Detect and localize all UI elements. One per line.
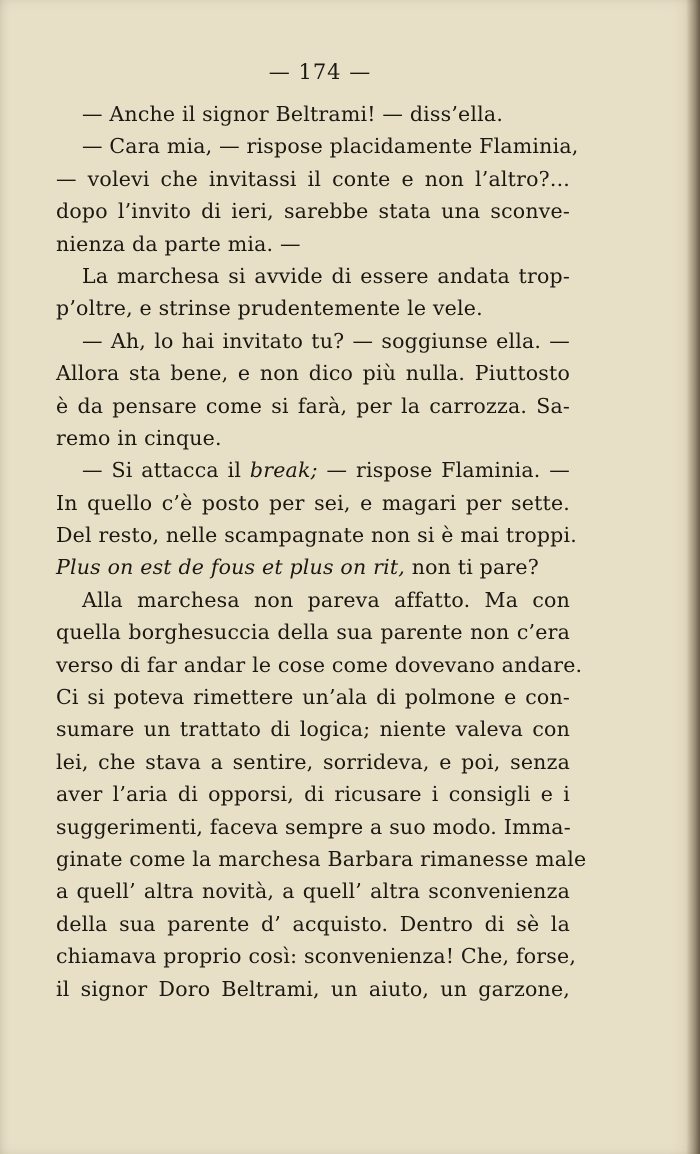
text-segment: — Cara mia, — rispose placidamente Flaminia,	[82, 134, 579, 159]
text-segment: remo in cinque.	[56, 425, 222, 450]
text-segment: — Si attacca il	[82, 458, 250, 483]
text-line	[56, 487, 570, 519]
text-segment: nienza da parte mia. —	[56, 231, 301, 256]
text-segment: a quell’ altra novità, a quell’ altra sconvenienza	[56, 879, 570, 904]
text-segment: Allora sta bene, e non dico più nulla. Piuttosto	[56, 361, 570, 386]
text-segment: aver l’aria di opporsi, di ricusare i consigli e i	[56, 782, 570, 807]
text-segment: della sua parente d’ acquisto. Dentro di sè la	[56, 911, 570, 936]
text-segment: non ti pare?	[404, 555, 539, 580]
text-segment: — volevi che invitassi il conte e non l’altro?...	[56, 166, 570, 191]
text-line	[56, 422, 570, 454]
text-line	[56, 98, 570, 130]
page-edge-shadow	[686, 0, 700, 1154]
text-segment: p’oltre, e strinse prudentemente le vele.	[56, 296, 483, 321]
page-number: — 174 —	[268, 60, 372, 84]
text-line	[56, 195, 570, 227]
text-line	[56, 519, 577, 551]
text-line	[56, 390, 570, 422]
text-segment: Alla marchesa non pareva affatto. Ma con	[82, 587, 570, 612]
text-segment: verso di far andar le cose come dovevano andare.	[56, 652, 583, 677]
text-line	[56, 649, 583, 681]
text-line	[56, 357, 570, 389]
italic-text-segment: break;	[249, 458, 318, 483]
text-line	[56, 616, 570, 648]
text-line	[56, 584, 570, 616]
text-segment: Ci si poteva rimettere un’ala di polmone e con-	[56, 685, 570, 710]
text-line	[56, 551, 570, 583]
text-segment: dopo l’invito di ieri, sarebbe stata una sconve-	[56, 199, 570, 224]
text-line	[56, 940, 577, 972]
text-segment: suggerimenti, faceva sempre a suo modo. Imma-	[56, 814, 571, 839]
text-line	[56, 325, 570, 357]
text-segment: lei, che stava a sentire, sorrideva, e poi, senza	[56, 749, 570, 774]
text-line	[56, 454, 570, 486]
text-segment: il signor Doro Beltrami, un aiuto, un garzone,	[56, 976, 570, 1001]
text-segment: La marchesa si avvide di essere andata trop-	[82, 263, 570, 288]
text-line	[56, 843, 587, 875]
text-line	[56, 778, 570, 810]
text-line	[56, 908, 570, 940]
text-line	[56, 973, 570, 1005]
text-line	[56, 811, 570, 843]
text-segment: Del resto, nelle scampagnate non si è mai troppi.	[56, 523, 577, 548]
text-line	[56, 130, 579, 162]
text-line	[56, 746, 570, 778]
text-segment: quella borghesuccia della sua parente non c’era	[56, 620, 570, 645]
page-text-block	[56, 98, 587, 1005]
text-line	[56, 228, 570, 260]
text-line	[56, 292, 570, 324]
text-segment: — Ah, lo hai invitato tu? — soggiunse ella. —	[82, 328, 570, 353]
text-segment: chiamava proprio così: sconvenienza! Che, forse,	[56, 944, 577, 969]
text-line	[56, 875, 570, 907]
text-segment: ginate come la marchesa Barbara rimanesse male	[56, 846, 587, 871]
text-line	[56, 681, 570, 713]
text-line	[56, 260, 570, 292]
italic-text-segment: Plus on est de fous et plus on rit,	[56, 555, 405, 580]
text-segment: — rispose Flaminia. —	[317, 458, 570, 483]
text-segment: — Anche il signor Beltrami! — diss’ella.	[82, 102, 504, 126]
text-line	[56, 713, 570, 745]
text-line	[56, 163, 570, 195]
text-segment: è da pensare come si farà, per la carrozza. Sa-	[56, 393, 570, 418]
text-segment: sumare un trattato di logica; niente valeva con	[56, 717, 570, 742]
text-segment: In quello c’è posto per sei, e magari per sette.	[56, 490, 570, 515]
